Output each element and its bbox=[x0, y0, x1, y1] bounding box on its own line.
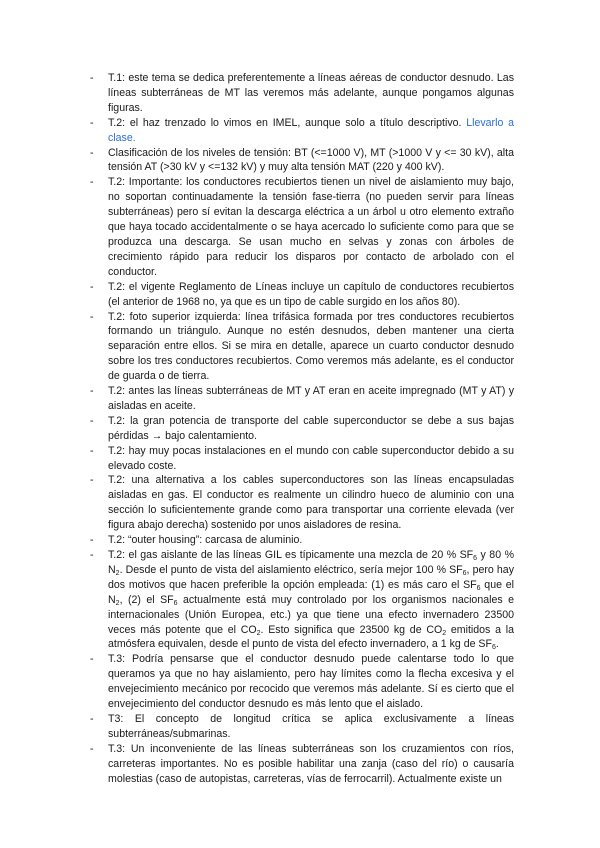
subscript: 6 bbox=[491, 644, 496, 652]
subscript: 6 bbox=[473, 555, 478, 562]
item-text: T.2: foto superior izquierda: línea trifásica formada por tres conductores recubiertos formando un triángulo. Aunque no estén desnudos, deben mantener una cierta separación entre ellos. Si se mira en detalle, aparece un cuarto conductor desnudo sobre los tres conductores recubiertos. Como veremos más adelante, es el conductor de guarda o de tierra. bbox=[108, 310, 514, 383]
bullet-dash: - bbox=[90, 474, 94, 487]
list-item bbox=[90, 652, 514, 712]
item-text: T.2: antes las líneas subterráneas de MT y AT eran en aceite impregnado (MT y AT) y aisladas en aceite. bbox=[108, 385, 514, 412]
list-item bbox=[90, 71, 514, 116]
item-text: T.2: el haz trenzado lo vimos en IMEL, aunque solo a título descriptivo. bbox=[108, 116, 467, 129]
list-item bbox=[90, 712, 514, 742]
item-text: emitidos a la atmósfera equivalen, desde el punto de vista del efecto invernadero, a 1 kg de SF bbox=[108, 623, 514, 651]
item-text: T.2: la gran potencia de transporte del cable superconductor se debe a sus bajas pérdidas → bajo calentamiento. bbox=[108, 414, 514, 442]
item-text: , pero hay dos motivos que hacen preferible la opción empleada: (1) es más caro el SF bbox=[108, 563, 514, 591]
subscript: 2 bbox=[256, 629, 261, 637]
item-text: . bbox=[495, 638, 499, 651]
item-text: . Esto significa que 23500 kg de CO bbox=[260, 623, 443, 636]
list-item bbox=[90, 533, 514, 548]
bullet-dash: - bbox=[90, 310, 94, 323]
bullet-dash: - bbox=[90, 385, 94, 398]
bullet-dash: - bbox=[90, 534, 94, 547]
item-text: . Desde el punto de vista del aislamiento eléctrico, sería mejor 100 % SF bbox=[119, 563, 463, 576]
list-item bbox=[90, 444, 514, 474]
item-text: T.2: hay muy pocas instalaciones en el mundo con cable superconductor debido a su elevado coste. bbox=[108, 444, 514, 472]
bullet-dash: - bbox=[90, 742, 94, 755]
note-link-text: Llevarlo a clase. bbox=[108, 116, 514, 144]
subscript: 2 bbox=[115, 599, 120, 607]
bullet-dash: - bbox=[90, 712, 94, 725]
bullet-dash: - bbox=[90, 116, 94, 129]
item-text: y 80 % N bbox=[108, 549, 514, 576]
bullet-dash: - bbox=[90, 414, 94, 427]
item-text: Clasificación de los niveles de tensión: BT (<=1000 V), MT (>1000 V y <= 30 kV), alta tensión AT (>30 kV y <=132 kV) y muy alta tensión MAT (220 y 400 kV). bbox=[108, 146, 514, 174]
list-item bbox=[90, 310, 514, 385]
list-item bbox=[90, 548, 514, 652]
subscript: 6 bbox=[476, 584, 481, 592]
notes-list bbox=[90, 71, 514, 787]
list-item bbox=[90, 742, 514, 787]
subscript: 6 bbox=[462, 569, 467, 577]
bullet-dash: - bbox=[90, 146, 94, 159]
list-item bbox=[90, 116, 514, 146]
subscript: 2 bbox=[442, 629, 447, 637]
item-text: , (2) el SF bbox=[119, 593, 174, 606]
item-text: T3: El concepto de longitud crítica se aplica exclusivamente a líneas subterráneas/submarinas. bbox=[108, 712, 514, 740]
item-text: actualmente está muy controlado por los organismos nacionales e internacionales (Unión Europea, etc.) ya que tiene una efecto invernadero 23500 veces más potente que el CO bbox=[108, 593, 514, 636]
item-text: T.2: el gas aislante de las líneas GIL es típicamente una mezcla de 20 % SF bbox=[108, 549, 474, 561]
subscript: 6 bbox=[173, 599, 178, 607]
item-text: T.2: Importante: los conductores recubiertos tienen un nivel de aislamiento muy bajo, no soportan continuadamente la tensión fase-tierra (no pueden servir para líneas subterráneas) pero sí evitan la descarga eléctrica a un árbol u otro elemento extraño que haya tocado accidentalmente o se haya acercado lo suficiente como para que se produzca una descarga. Se usan mucho en selvas y zonas con árboles de crecimiento rápido para reducir los disparos por contacto de arbolado con el conductor. bbox=[108, 176, 514, 278]
subscript: 2 bbox=[115, 569, 120, 577]
item-text: T.2: el vigente Reglamento de Líneas incluye un capítulo de conductores recubiertos (el anterior de 1968 no, ya que es un tipo de cable surgido en los años 80). bbox=[108, 280, 514, 308]
item-text: T.1: este tema se dedica preferentemente a líneas aéreas de conductor desnudo. Las líneas subterráneas de MT las veremos más adelante, aunque pongamos algunas figuras. bbox=[108, 72, 514, 114]
bullet-dash: - bbox=[90, 549, 94, 561]
item-text: que el N bbox=[108, 578, 514, 606]
list-item bbox=[90, 175, 514, 279]
bullet-dash: - bbox=[90, 176, 94, 189]
bullet-dash: - bbox=[90, 72, 94, 84]
item-text: T.3: Un inconveniente de las líneas subterráneas son los cruzamientos con ríos, carreteras importantes. No es posible habilitar una zanja (caso del río) o causaría molestias (caso de autopistas, carreteras, vías de ferrocarril). Actualmente existe un bbox=[108, 742, 514, 785]
list-item bbox=[90, 146, 514, 176]
list-item bbox=[90, 414, 514, 444]
bullet-dash: - bbox=[90, 280, 94, 293]
item-text: T.2: “outer housing”: carcasa de aluminio. bbox=[108, 534, 303, 547]
item-text: T.3: Podría pensarse que el conductor desnudo puede calentarse todo lo que queramos ya que no hay aislamiento, pero hay límites como la flecha excesiva y el envejecimiento mecánico por recocido que veremos más adelante. Sí es cierto que el envejecimiento del conductor desnudo es más lento que el aislado. bbox=[108, 653, 514, 711]
bullet-dash: - bbox=[90, 653, 94, 666]
list-item bbox=[90, 384, 514, 414]
bullet-dash: - bbox=[90, 444, 94, 457]
list-item bbox=[90, 473, 514, 533]
item-text: T.2: una alternativa a los cables superconductores son las líneas encapsuladas aisladas en gas. El conductor es realmente un cilindro hueco de aluminio con una sección lo suficientemente grande como para transportar una corriente elevada (ver figura abajo derecha) sostenido por unos aisladores de resina. bbox=[108, 474, 514, 532]
list-item bbox=[90, 280, 514, 310]
